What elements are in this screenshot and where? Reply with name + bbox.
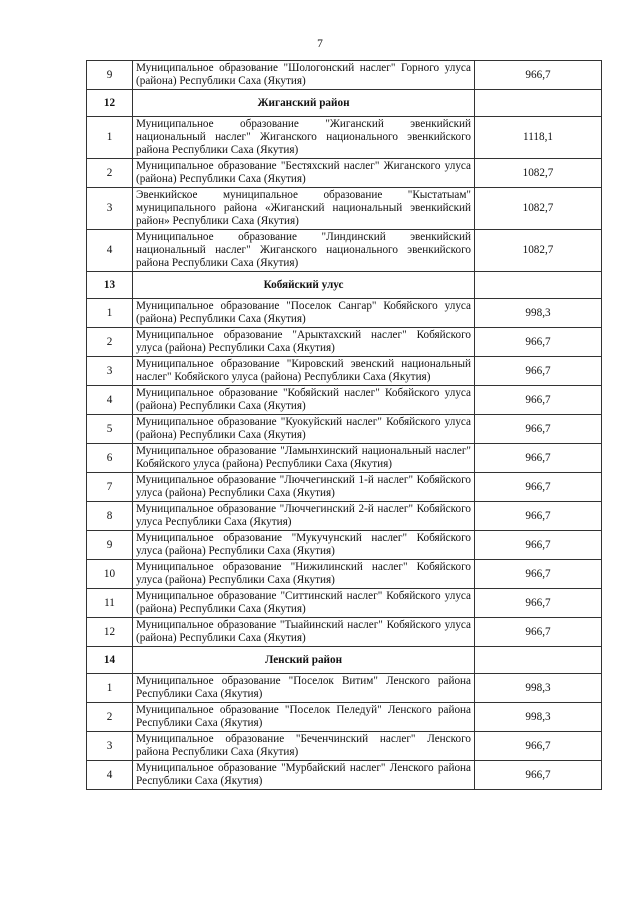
row-number: 2 bbox=[87, 328, 133, 357]
table-row bbox=[87, 444, 602, 473]
amount-value: 998,3 bbox=[475, 299, 602, 328]
table-row bbox=[87, 188, 602, 230]
municipality-name: Муниципальное образование "Беченчинский наслег" Ленского района Республики Саха (Якутия) bbox=[133, 732, 475, 761]
amount-value bbox=[475, 647, 602, 674]
municipality-name: Муниципальное образование "Мукучунский наслег" Кобяйского улуса (района) Республики Саха (Якутия) bbox=[133, 531, 475, 560]
table-row bbox=[87, 674, 602, 703]
amount-value: 1082,7 bbox=[475, 230, 602, 272]
section-row bbox=[87, 90, 602, 117]
amount-value: 966,7 bbox=[475, 415, 602, 444]
row-number: 2 bbox=[87, 159, 133, 188]
municipality-name: Муниципальное образование "Ситтинский наслег" Кобяйского улуса (района) Республики Саха (Якутия) bbox=[133, 589, 475, 618]
row-number: 13 bbox=[87, 272, 133, 299]
amount-value: 1118,1 bbox=[475, 117, 602, 159]
table-row bbox=[87, 386, 602, 415]
table-row bbox=[87, 357, 602, 386]
row-number: 1 bbox=[87, 674, 133, 703]
amount-value: 966,7 bbox=[475, 328, 602, 357]
municipality-name: Муниципальное образование "Тыайинский наслег" Кобяйского улуса (района) Республики Саха (Якутия) bbox=[133, 618, 475, 647]
table-row bbox=[87, 299, 602, 328]
row-number: 1 bbox=[87, 299, 133, 328]
row-number: 9 bbox=[87, 531, 133, 560]
amount-value: 966,7 bbox=[475, 761, 602, 790]
row-number: 4 bbox=[87, 230, 133, 272]
table-body bbox=[87, 61, 602, 790]
amount-value: 966,7 bbox=[475, 444, 602, 473]
amount-value: 966,7 bbox=[475, 357, 602, 386]
municipality-name: Муниципальное образование "Ламынхинский национальный наслег" Кобяйского улуса (района) Республики Саха (Якутия) bbox=[133, 444, 475, 473]
row-number: 3 bbox=[87, 188, 133, 230]
municipality-name: Эвенкийское муниципальное образование "Кыстатыам" муниципального района «Жиганский национальный эвенкийский район» Республики Саха (Якутия) bbox=[133, 188, 475, 230]
row-number: 4 bbox=[87, 386, 133, 415]
amount-value: 966,7 bbox=[475, 386, 602, 415]
municipality-name: Муниципальное образование "Люччегинский 1-й наслег" Кобяйского улуса (района) Республики Саха (Якутия) bbox=[133, 473, 475, 502]
section-row bbox=[87, 272, 602, 299]
municipality-name: Муниципальное образование "Мурбайский наслег" Ленского района Республики Саха (Якутия) bbox=[133, 761, 475, 790]
row-number: 6 bbox=[87, 444, 133, 473]
allocation-table bbox=[86, 60, 602, 790]
row-number: 12 bbox=[87, 90, 133, 117]
page-number: 7 bbox=[317, 38, 323, 50]
row-number: 5 bbox=[87, 415, 133, 444]
amount-value bbox=[475, 272, 602, 299]
row-number: 2 bbox=[87, 703, 133, 732]
table-row bbox=[87, 502, 602, 531]
row-number: 3 bbox=[87, 732, 133, 761]
municipality-name: Муниципальное образование "Поселок Сангар" Кобяйского улуса (района) Республики Саха (Якутия) bbox=[133, 299, 475, 328]
table-row bbox=[87, 159, 602, 188]
municipality-name: Муниципальное образование "Бестяхский наслег" Жиганского улуса (района) Республики Саха (Якутия) bbox=[133, 159, 475, 188]
row-number: 8 bbox=[87, 502, 133, 531]
table-row bbox=[87, 589, 602, 618]
municipality-name: Муниципальное образование "Линдинский эвенкийский национальный наслег" Жиганского национального эвенкийского района Республики Саха (Якутия) bbox=[133, 230, 475, 272]
amount-value: 1082,7 bbox=[475, 188, 602, 230]
amount-value: 966,7 bbox=[475, 531, 602, 560]
table-row bbox=[87, 61, 602, 90]
table-row bbox=[87, 703, 602, 732]
municipality-name: Муниципальное образование "Жиганский эвенкийский национальный наслег" Жиганского национального эвенкийского района Республики Саха (Якутия) bbox=[133, 117, 475, 159]
municipality-name: Муниципальное образование "Люччегинский 2-й наслег" Кобяйского улуса Республики Саха (Якутия) bbox=[133, 502, 475, 531]
amount-value: 998,3 bbox=[475, 703, 602, 732]
amount-value: 966,7 bbox=[475, 589, 602, 618]
table-row bbox=[87, 415, 602, 444]
row-number: 4 bbox=[87, 761, 133, 790]
table-row bbox=[87, 230, 602, 272]
amount-value: 966,7 bbox=[475, 502, 602, 531]
municipality-name: Муниципальное образование "Куокуйский наслег" Кобяйского улуса (района) Республики Саха (Якутия) bbox=[133, 415, 475, 444]
table-row bbox=[87, 328, 602, 357]
amount-value: 966,7 bbox=[475, 61, 602, 90]
municipality-name: Муниципальное образование "Поселок Пеледуй" Ленского района Республики Саха (Якутия) bbox=[133, 703, 475, 732]
amount-value: 966,7 bbox=[475, 618, 602, 647]
municipality-name: Муниципальное образование "Кобяйский наслег" Кобяйского улуса (района) Республики Саха (Якутия) bbox=[133, 386, 475, 415]
row-number: 12 bbox=[87, 618, 133, 647]
section-row bbox=[87, 647, 602, 674]
row-number: 11 bbox=[87, 589, 133, 618]
table-row bbox=[87, 117, 602, 159]
amount-value: 966,7 bbox=[475, 560, 602, 589]
row-number: 10 bbox=[87, 560, 133, 589]
row-number: 1 bbox=[87, 117, 133, 159]
row-number: 3 bbox=[87, 357, 133, 386]
section-title: Кобяйский улус bbox=[133, 272, 475, 299]
amount-value: 966,7 bbox=[475, 732, 602, 761]
amount-value: 1082,7 bbox=[475, 159, 602, 188]
amount-value bbox=[475, 90, 602, 117]
municipality-name: Муниципальное образование "Поселок Витим" Ленского района Республики Саха (Якутия) bbox=[133, 674, 475, 703]
municipality-name: Муниципальное образование "Нижилинский наслег" Кобяйского улуса (района) Республики Саха (Якутия) bbox=[133, 560, 475, 589]
row-number: 9 bbox=[87, 61, 133, 90]
table-row bbox=[87, 618, 602, 647]
row-number: 14 bbox=[87, 647, 133, 674]
table-row bbox=[87, 761, 602, 790]
row-number: 7 bbox=[87, 473, 133, 502]
table-row bbox=[87, 473, 602, 502]
municipality-name: Муниципальное образование "Арыктахский наслег" Кобяйского улуса (района) Республики Саха (Якутия) bbox=[133, 328, 475, 357]
amount-value: 966,7 bbox=[475, 473, 602, 502]
municipality-name: Муниципальное образование "Кировский эвенский национальный наслег" Кобяйского улуса (района) Республики Саха (Якутия) bbox=[133, 357, 475, 386]
section-title: Ленский район bbox=[133, 647, 475, 674]
table-row bbox=[87, 560, 602, 589]
table-row bbox=[87, 732, 602, 761]
table-row bbox=[87, 531, 602, 560]
amount-value: 998,3 bbox=[475, 674, 602, 703]
section-title: Жиганский район bbox=[133, 90, 475, 117]
municipality-name: Муниципальное образование "Шологонский наслег" Горного улуса (района) Республики Саха (Якутия) bbox=[133, 61, 475, 90]
